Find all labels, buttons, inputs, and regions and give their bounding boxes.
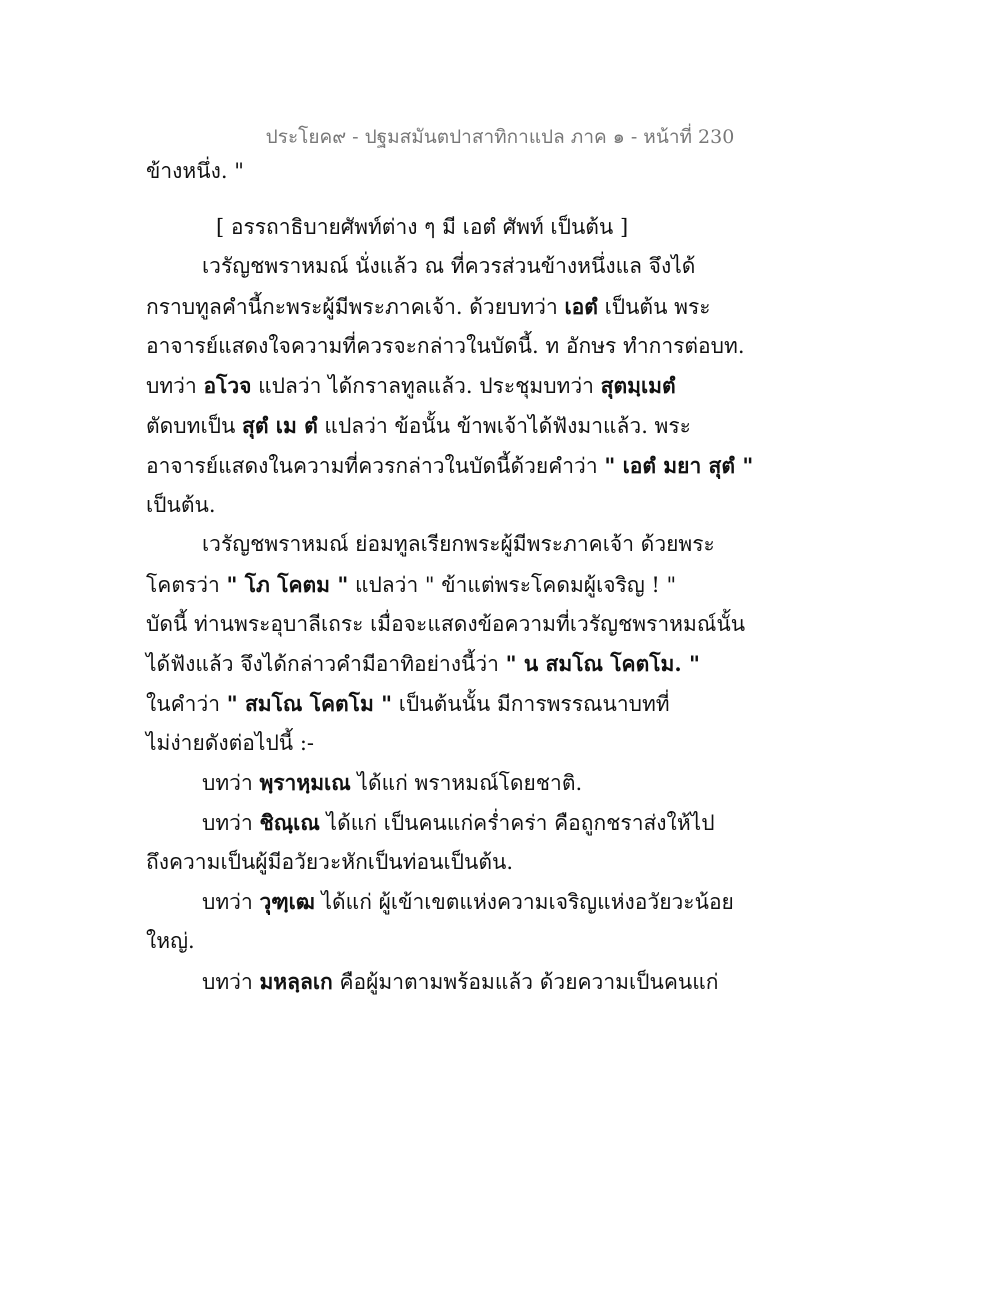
text-span: บทว่า	[202, 811, 260, 835]
text-span: คือผู้มาตามพร้อมแล้ว ด้วยความเป็นคนแก่	[332, 969, 719, 994]
text-span: ได้แก่ ผู้เข้าเขตแห่งความเจริญแห่งอวัยวะน้อย	[314, 890, 734, 915]
pali-term: ชิณฺเณ	[259, 810, 320, 835]
spacer	[146, 192, 706, 208]
text-line	[146, 565, 706, 605]
text-line: ใหญ่.	[146, 929, 195, 954]
page-body	[146, 152, 754, 1001]
pali-term: สุตมฺเมตํ	[600, 373, 676, 399]
text-line	[146, 366, 706, 406]
text-span: ในคำว่า	[146, 691, 227, 716]
text-span: บทว่า	[202, 771, 260, 796]
pali-term: วุฑฺเฒ	[259, 889, 315, 915]
pali-term: " โภ โคตม "	[226, 571, 349, 597]
text-line	[146, 684, 706, 724]
text-line: ไม่ง่ายดังต่อไปนี้ :-	[146, 730, 314, 755]
text-span: บทว่า	[146, 374, 204, 399]
text-line: เป็นต้น.	[146, 492, 216, 517]
text-span: โคตรว่า	[146, 572, 227, 597]
text-span: อาจารย์แสดงในความที่ควรกล่าวในบัดนี้ด้วยคำว่า	[146, 453, 605, 478]
pali-term: พฺราหฺมเณ	[259, 770, 351, 796]
text-line: ถึงความเป็นผู้มีอวัยวะหักเป็นท่อนเป็นต้น.	[146, 849, 513, 874]
text-line: ข้างหนึ่ง. "	[146, 159, 244, 183]
pali-term: " เอตํ มยา สุตํ "	[604, 452, 754, 478]
text-span: ได้ฟังแล้ว จึงได้กล่าวคำมีอาทิอย่างนี้ว่า	[146, 652, 506, 677]
text-span: แปลว่า ได้กราลทูลแล้ว. ประชุมบทว่า	[251, 374, 601, 399]
text-span: เป็นต้น พระ	[597, 295, 711, 320]
text-span: ตัดบทเป็น	[146, 414, 242, 439]
text-span: กราบทูลคำนี้กะพระผู้มีพระภาคเจ้า. ด้วยบทว่า	[146, 295, 565, 320]
text-line	[146, 803, 715, 843]
text-span: บทว่า	[202, 969, 260, 994]
text-line: เวรัญชพราหมณ์ นั่งแล้ว ณ ที่ควรส่วนข้างหนึ่งแล จึงได้	[202, 254, 696, 279]
text-line: อาจารย์แสดงใจความที่ควรจะกล่าวในบัดนี้. ท อักษร ทำการต่อบท.	[146, 333, 745, 358]
text-line	[146, 763, 706, 803]
section-heading: [ อรรถาธิบายศัพท์ต่าง ๆ มี เอตํ ศัพท์ เป็นต้น ]	[216, 214, 629, 239]
pali-term: อโวจ	[203, 373, 252, 399]
text-span: ได้แก่ พราหมณ์โดยชาติ.	[350, 771, 583, 796]
text-span: บทว่า	[202, 890, 260, 915]
pali-term: " สมโณ โคตโม "	[226, 690, 393, 716]
text-line	[146, 962, 719, 1002]
text-line	[146, 644, 706, 684]
text-line	[146, 446, 754, 486]
text-line	[146, 882, 734, 922]
text-line	[146, 406, 706, 446]
text-span: แปลว่า ข้อนั้น ข้าพเจ้าได้ฟังมาแล้ว. พระ	[317, 414, 691, 439]
pali-term: สุตํ เม ตํ	[242, 413, 318, 439]
page-header: ประโยค๙ - ปฐมสมันตปาสาทิกาแปล ภาค ๑ - หน้าที่ 230	[265, 126, 735, 148]
text-span: แปลว่า " ข้าแต่พระโคดมผู้เจริญ ! "	[348, 572, 677, 597]
pali-term: มหลฺลเก	[259, 968, 333, 994]
text-line: บัดนี้ ท่านพระอุบาลีเถระ เมื่อจะแสดงข้อความที่เวรัญชพราหมณ์นั้น	[146, 611, 746, 636]
pali-term: " น สมโณ โคตโม. "	[505, 651, 700, 677]
text-span: ได้แก่ เป็นคนแก่คร่ำคร่า คือถูกชราส่งให้ไป	[319, 811, 715, 835]
text-span: เป็นต้นนั้น มีการพรรณนาบทที่	[392, 691, 670, 716]
text-line	[146, 287, 711, 327]
pali-term: เอตํ	[564, 294, 598, 320]
text-line: เวรัญชพราหมณ์ ย่อมทูลเรียกพระผู้มีพระภาคเจ้า ด้วยพระ	[202, 532, 715, 557]
